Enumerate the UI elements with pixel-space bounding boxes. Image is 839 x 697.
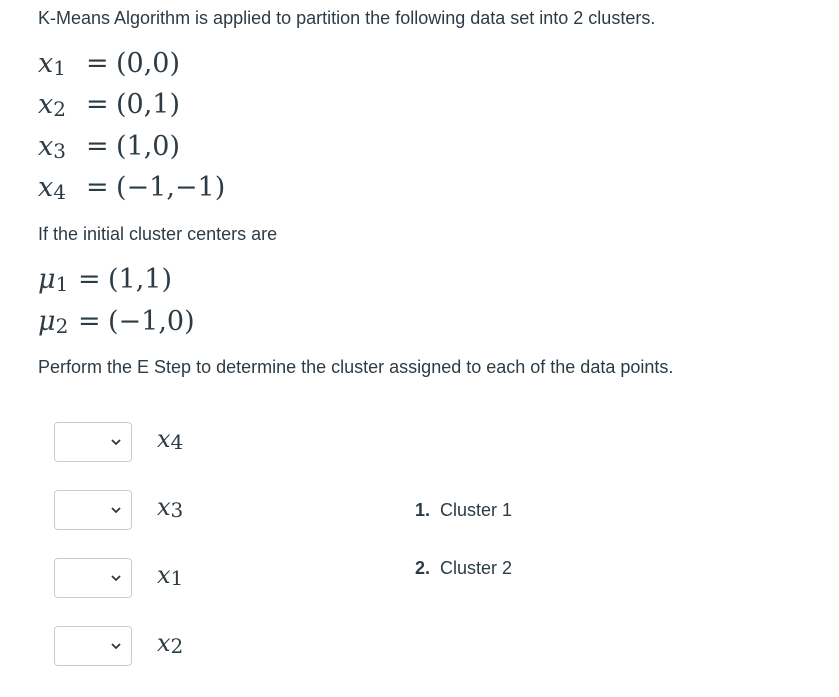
match-item-label: [157, 493, 183, 521]
equals-sign: =: [78, 306, 101, 337]
option-cluster-1: [415, 500, 512, 521]
center-value: (1,1): [108, 264, 173, 295]
item-sub: 4: [170, 430, 184, 454]
instruction-text: Perform the E Step to determine the cluster assigned to each of the data points.: [38, 357, 674, 377]
chevron-down-icon: [111, 507, 121, 514]
center-sub: 2: [55, 314, 69, 338]
point-sub: 4: [53, 180, 66, 204]
point-var: x: [38, 131, 54, 162]
point-x4: [38, 172, 226, 204]
point-var: x: [38, 172, 54, 203]
point-value: (1,0): [116, 131, 181, 162]
option-label: Cluster 2: [440, 558, 513, 578]
match-item-label: [157, 425, 183, 453]
question-intro: K-Means Algorithm is applied to partition the following data set into 2 clusters.: [38, 8, 656, 28]
item-sub: 1: [170, 566, 184, 590]
point-x3: [38, 131, 181, 163]
point-value: (0,0): [116, 48, 181, 79]
match-select-x2[interactable]: [54, 626, 132, 666]
equals-sign: =: [86, 172, 109, 203]
center-mu2: [38, 306, 195, 338]
point-x1: [38, 48, 181, 80]
point-value: (0,1): [116, 89, 181, 120]
center-sub: 1: [55, 272, 69, 296]
centers-intro: If the initial cluster centers are: [38, 224, 278, 244]
chevron-down-icon: [111, 439, 121, 446]
option-number: 2.: [415, 558, 431, 578]
point-sub: 2: [53, 97, 66, 121]
equals-sign: =: [86, 89, 109, 120]
item-sub: 3: [170, 498, 184, 522]
match-item-label: [157, 629, 183, 657]
center-mu1: [38, 264, 173, 296]
item-var: x: [157, 629, 171, 657]
point-sub: 3: [53, 139, 66, 163]
equals-sign: =: [86, 48, 109, 79]
match-select-x1[interactable]: [54, 558, 132, 598]
match-select-x4[interactable]: [54, 422, 132, 462]
equals-sign: =: [86, 131, 109, 162]
chevron-down-icon: [111, 643, 121, 650]
option-label: Cluster 1: [440, 500, 513, 520]
item-var: x: [157, 425, 171, 453]
chevron-down-icon: [111, 575, 121, 582]
point-value: (−1,−1): [116, 172, 226, 203]
point-sub: 1: [53, 56, 66, 80]
item-sub: 2: [170, 634, 184, 658]
item-var: x: [157, 561, 171, 589]
match-item-label: [157, 561, 183, 589]
center-var: μ: [38, 264, 56, 295]
option-number: 1.: [415, 500, 431, 520]
point-var: x: [38, 89, 54, 120]
point-x2: [38, 89, 181, 121]
option-cluster-2: [415, 558, 512, 579]
equals-sign: =: [78, 264, 101, 295]
center-value: (−1,0): [108, 306, 195, 337]
item-var: x: [157, 493, 171, 521]
point-var: x: [38, 48, 54, 79]
match-select-x3[interactable]: [54, 490, 132, 530]
center-var: μ: [38, 306, 56, 337]
